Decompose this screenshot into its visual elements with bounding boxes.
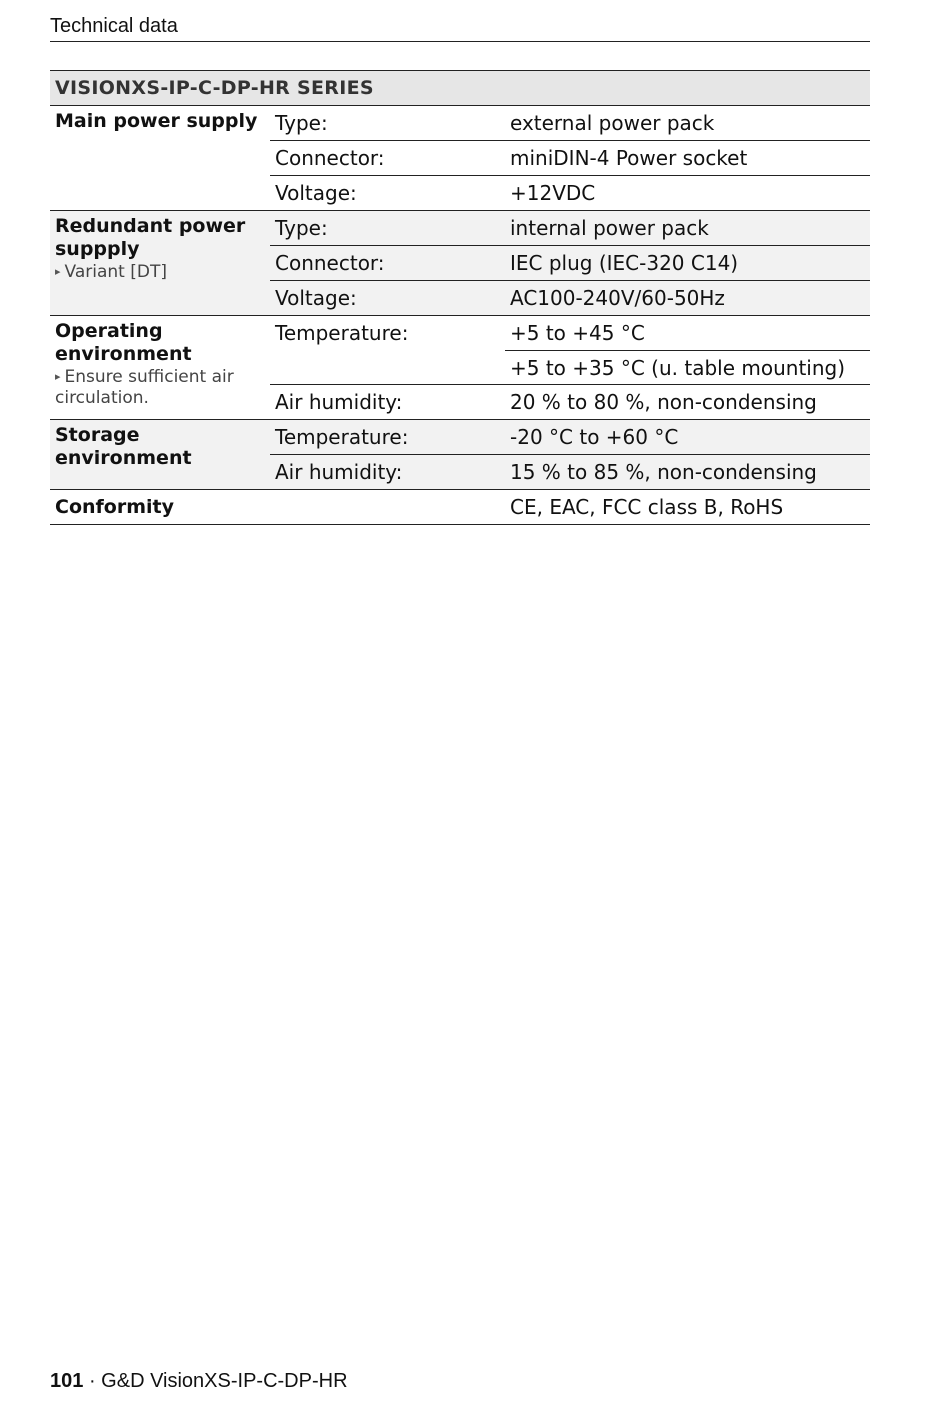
value-cell: AC100-240V/60-50Hz [510, 286, 725, 310]
table-row [270, 384, 870, 419]
redundant-power-label: Redundant power suppply [55, 215, 246, 260]
value-cell: -20 °C to +60 °C [510, 425, 679, 449]
series-title: VISIONXS-IP-C-DP-HR SERIES [50, 71, 870, 106]
property-cell: Connector: [275, 146, 385, 170]
value-cell: +5 to +45 °C [510, 321, 645, 345]
property-cell-empty [270, 350, 505, 384]
value-cell: 15 % to 85 %, non-condensing [510, 460, 817, 484]
table-row [270, 420, 870, 454]
group-label-operating-environment [50, 316, 270, 419]
table-row [270, 350, 870, 384]
table-row [270, 211, 870, 245]
property-cell: Type: [275, 216, 328, 240]
group-conformity [50, 490, 870, 525]
property-cell: Air humidity: [275, 390, 403, 414]
property-cell: Voltage: [275, 286, 357, 310]
group-label-redundant-power [50, 211, 270, 315]
group-storage-environment [50, 420, 870, 490]
property-cell: Temperature: [275, 321, 409, 345]
technical-data-table [50, 70, 870, 525]
property-cell: Type: [275, 111, 328, 135]
group-operating-environment [50, 316, 870, 420]
redundant-power-note-text: Variant [DT] [64, 262, 167, 282]
page-footer [50, 1368, 348, 1394]
group-main-power [50, 106, 870, 211]
table-row [270, 140, 870, 175]
operating-environment-note [55, 366, 265, 409]
running-header [50, 13, 870, 42]
table-row [270, 316, 870, 350]
conformity-label: Conformity [55, 496, 174, 518]
footer-separator: · [88, 1370, 96, 1392]
section-title: Technical data [50, 15, 178, 37]
value-cell: miniDIN-4 Power socket [510, 146, 748, 170]
triangle-right-icon: ▸ [55, 370, 61, 383]
value-cell: CE, EAC, FCC class B, RoHS [510, 495, 784, 519]
group-label-main-power [50, 106, 270, 210]
property-cell-empty [270, 490, 505, 524]
operating-environment-note-text: Ensure sufficient air circulation. [55, 367, 234, 408]
triangle-right-icon: ▸ [55, 265, 61, 278]
property-cell: Temperature: [275, 425, 409, 449]
property-cell: Connector: [275, 251, 385, 275]
value-cell: 20 % to 80 %, non-condensing [510, 390, 817, 414]
value-cell: internal power pack [510, 216, 709, 240]
page-number: 101 [50, 1370, 84, 1392]
operating-environment-label: Operating environment [55, 320, 192, 365]
group-label-conformity [50, 490, 270, 524]
property-cell: Voltage: [275, 181, 357, 205]
table-row [270, 454, 870, 489]
property-cell: Air humidity: [275, 460, 403, 484]
table-row [270, 175, 870, 210]
value-cell: IEC plug (IEC-320 C14) [510, 251, 739, 275]
table-row [270, 490, 870, 524]
group-redundant-power [50, 211, 870, 316]
storage-environment-label: Storage environment [55, 424, 192, 469]
table-row [270, 245, 870, 280]
value-cell: +12VDC [510, 181, 596, 205]
table-row [270, 280, 870, 315]
value-cell: +5 to +35 °C (u. table mounting) [505, 350, 870, 384]
footer-product: G&D VisionXS-IP-C-DP-HR [101, 1370, 348, 1392]
table-row [270, 106, 870, 140]
main-power-label: Main power supply [55, 110, 258, 132]
value-cell: external power pack [510, 111, 715, 135]
redundant-power-note [55, 261, 265, 283]
group-label-storage-environment [50, 420, 270, 489]
